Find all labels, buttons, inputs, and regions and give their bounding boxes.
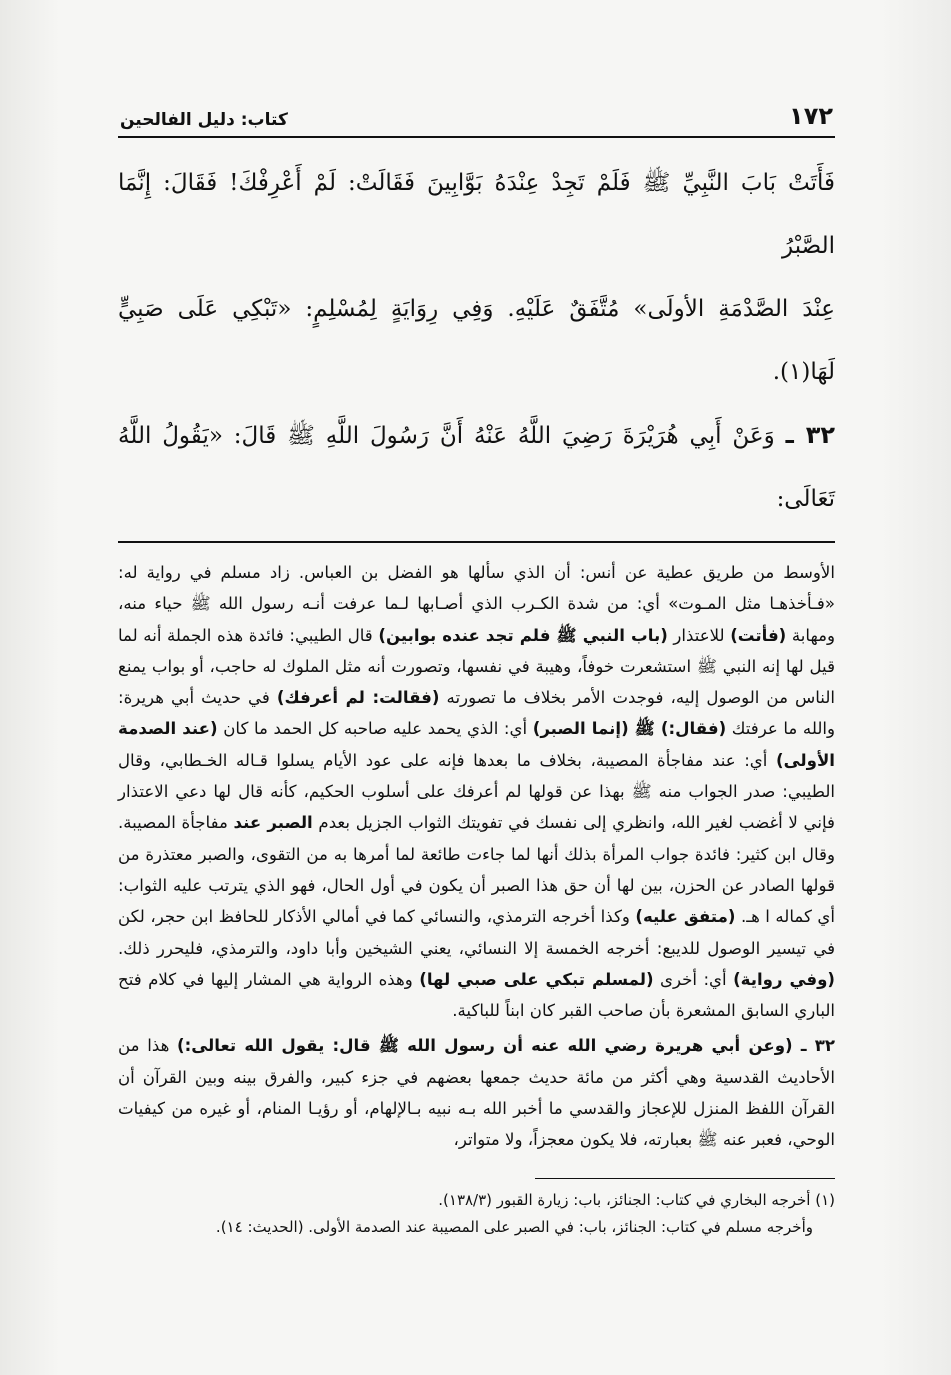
commentary-text: أي: عند مفاجأة المصيبة، بخلاف ما بعدها فإنه على عود الأيام يسلوا قـاله الخـطابي، وقال الطيبي: صدر الجواب منه ﷺ بهذا عن قولها لم أعرفك على أسلوب الحكيم، كأنه قال لها دعي الاعتذار فإني لا أغضب لغير الله، وانظري إلى نفسك في تفويتك الثواب الجزيل بعدم bbox=[118, 750, 835, 833]
commentary bbox=[118, 557, 835, 1156]
commentary-paragraph bbox=[118, 557, 835, 1026]
commentary-text: أي: الذي يحمد عليه صاحبه كل الحمد ما كان bbox=[217, 719, 533, 739]
commentary-text: الأوسط من طريق عطية عن أنس: أن الذي سألها هو الفضل بن العباس. زاد مسلم في رواية له: «فـأخذهـا مثل المـوت» أي: من شدة الكـرب الذي أصـابها لـما عرفت أنـه رسول الله ﷺ حياء منه، ومهابة bbox=[118, 563, 835, 645]
commentary-paragraph bbox=[118, 1030, 835, 1155]
quoted-phrase: (لمسلم تبكي على صبي لها) bbox=[419, 969, 654, 989]
quoted-phrase: (فقال:) ﷺ (إنما الصبر) bbox=[532, 719, 727, 739]
footnote: وأخرجه مسلم في كتاب: الجنائز، باب: في الصبر على المصيبة عند الصدمة الأولى. (الحديث: ١٤). bbox=[215, 1217, 813, 1236]
hadith-number: ٣٢ ـ bbox=[800, 1036, 836, 1056]
section-divider bbox=[118, 541, 835, 543]
quoted-phrase: (وعن أبي هريرة رضي الله عنه أن رسول الله ﷺ قال: يقول الله تعالى:) bbox=[177, 1036, 801, 1056]
page-number: ١٧٢ bbox=[789, 102, 833, 130]
book-title: كتاب: دليل الفالحين bbox=[120, 110, 288, 130]
hadith-line: عِنْدَ الصَّدْمَةِ الأولَى» مُتَّفَقٌ عَلَيْهِ. وَفِي رِوَايَةٍ لِمُسْلِمٍ: «تَبْكِي عَلَى صَبِيٍّ لَهَا(١). bbox=[118, 296, 835, 385]
hadith-matn bbox=[118, 152, 835, 531]
commentary-text: في حديث أبي هريرة: والله ما عرفتك bbox=[118, 688, 835, 739]
hadith-number: ٣٢ ـ bbox=[785, 421, 836, 449]
hadith-line-text: وَعَنْ أَبِي هُرَيْرَةَ رَضِيَ اللَّهُ عَنْهُ أَنَّ رَسُولَ اللَّهِ ﷺ قَالَ: «يَقُولُ اللَّهُ تَعَالَى: bbox=[118, 423, 835, 512]
commentary-text: وكذا أخرجه الترمذي، والنسائي كما في أمالي الأذكار للحافظ ابن حجر، لكن في تيسير الوصول للديبع: أخرجه الخمسة إلا النسائي، يعني الشيخين وأبا داود، والترمذي، فليحرر ذلك. bbox=[118, 907, 835, 958]
footnotes bbox=[118, 1187, 835, 1241]
running-header bbox=[118, 92, 835, 138]
commentary-text: للاعتذار bbox=[667, 625, 731, 645]
footnote-divider bbox=[535, 1178, 835, 1179]
quoted-phrase: (عند الصدمة الأولى) bbox=[118, 719, 835, 770]
commentary-text: مفاجأة المصيبة. وقال ابن كثير: فائدة جواب المرأة بذلك أنها لما جاءت طائعة لما أمرها به من التقوى، والصبر معتذرة من قولها الصادر عن الحزن، بين لها أن حق هذا الصبر أن يكون في أول الحال، فهو الذي يترتب عليه الثواب: أي كماله ا هـ. bbox=[118, 813, 835, 927]
quoted-phrase: الصبر عند bbox=[233, 813, 313, 833]
commentary-text: وهذه الرواية هي المشار إليها في كلام فتح الباري السابق المشعرة بأن صاحب القبر كان ابناً للباكية. bbox=[118, 969, 835, 1021]
commentary-text: هذا من الأحاديث القدسية وهي أكثر من مائة حديث جمعها بعضهم في جزء كبير، والفرق بينه وبين القرآن أن القرآن اللفظ المنزل للإعجاز والقدسي ما أخبر الله بـه نبيه بـالإلهام، أو رؤيـا المنام، أو غيره من كيفيات الوحي، فعبر عنه ﷺ بعبارته، فلا يكون معجزاً، ولا متواتر، bbox=[118, 1036, 835, 1150]
quoted-phrase: (متفق عليه) bbox=[635, 907, 736, 927]
hadith-line bbox=[118, 404, 835, 531]
quoted-phrase: (فأتت) bbox=[730, 625, 787, 645]
commentary-text: قال الطيبي: فائدة هذه الجملة أنه لما قيل لها إنه النبي ﷺ استشعرت خوفاً، وهيبة في نفسها، وتصورت أنه مثل الملوك له حاجب، أو بواب يمنع الناس من الوصول إليه، فوجدت الأمر بخلاف ما تصورته bbox=[118, 625, 835, 708]
quoted-phrase: (وفي رواية) bbox=[733, 969, 836, 989]
quoted-phrase: (فقالت: لم أعرفك) bbox=[276, 688, 440, 708]
footnote: (١) أخرجه البخاري في كتاب: الجنائز، باب: زيارة القبور (١٣٨/٣). bbox=[438, 1190, 835, 1209]
hadith-line: فَأَتَتْ بَابَ النَّبِيِّ ﷺ فَلَمْ تَجِدْ عِنْدَهُ بَوَّابِينَ فَقَالَتْ: لَمْ أَعْرِفْكَ! فَقَالَ: إِنَّمَا الصَّبْرُ bbox=[118, 170, 835, 259]
commentary-text: أي: أخرى bbox=[653, 969, 734, 989]
quoted-phrase: (باب النبي ﷺ فلم تجد عنده بوابين) bbox=[378, 625, 668, 645]
